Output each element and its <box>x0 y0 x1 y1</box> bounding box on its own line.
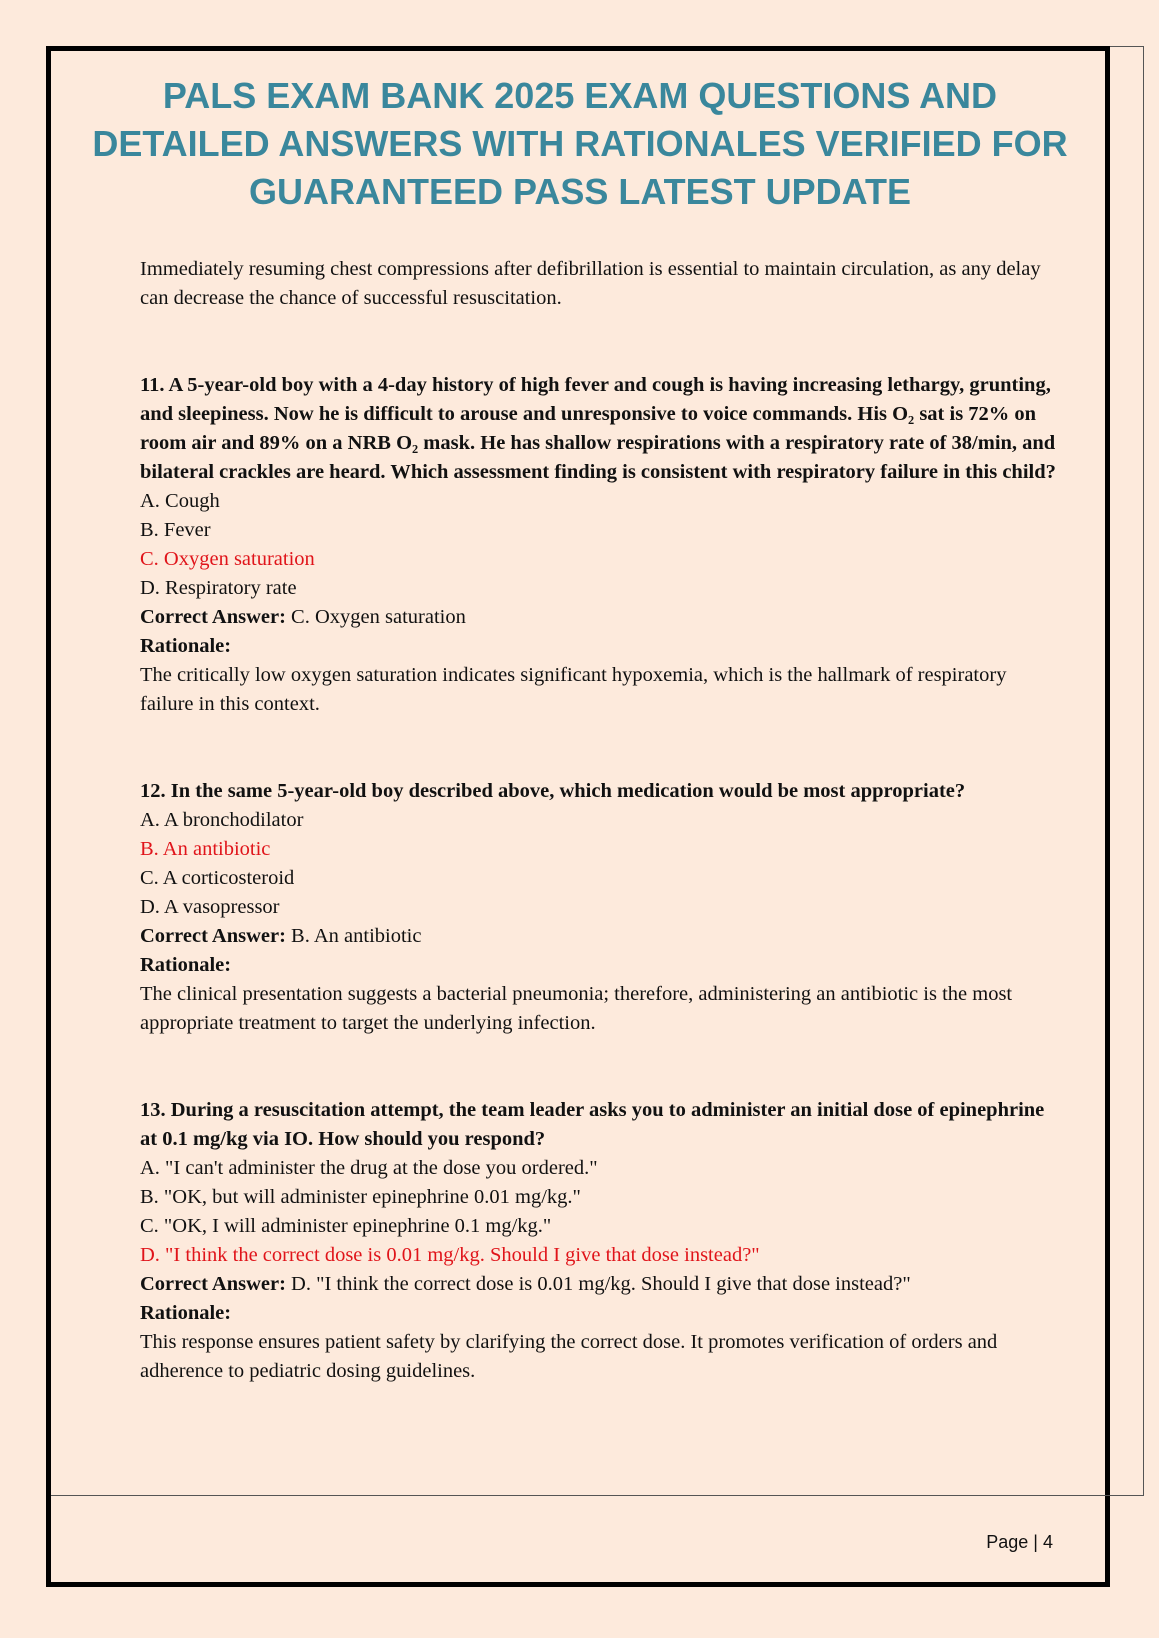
option-c-correct: C. Oxygen saturation <box>140 548 315 570</box>
option-b: B. "OK, but will administer epinephrine 0.01 mg/kg." <box>140 1186 581 1208</box>
correct-answer-value: C. Oxygen saturation <box>291 606 466 628</box>
option-c: C. A corticosteroid <box>140 867 295 889</box>
rationale-label: Rationale: <box>140 635 232 657</box>
option-c: C. "OK, I will administer epinephrine 0.1 mg/kg." <box>140 1215 552 1237</box>
correct-answer-value: B. An antibiotic <box>291 925 422 947</box>
footer-divider <box>51 1495 1144 1496</box>
option-b: B. Fever <box>140 519 211 541</box>
page-number: Page | 4 <box>986 1532 1053 1552</box>
question-11 <box>140 371 1060 719</box>
rationale-label: Rationale: <box>140 954 232 976</box>
rationale-text: This response ensures patient safety by clarifying the correct dose. It promotes verification of orders and adherence to pediatric dosing guidelines. <box>140 1331 998 1382</box>
correct-answer-line <box>140 922 1060 951</box>
rationale-text: The critically low oxygen saturation indicates significant hypoxemia, which is the hallmark of respiratory failure in this context. <box>140 664 1007 715</box>
rationale-label: Rationale: <box>140 1302 232 1324</box>
page-title: PALS EXAM BANK 2025 EXAM QUESTIONS AND DETAILED ANSWERS WITH RATIONALES VERIFIED FOR GUARANTEED PASS LATEST UPDATE <box>92 75 1068 212</box>
intro-paragraph: Immediately resuming chest compressions after defibrillation is essential to maintain circulation, as any delay can decrease the chance of successful resuscitation. <box>140 258 1041 309</box>
correct-answer-label: Correct Answer: <box>140 606 286 628</box>
correct-answer-label: Correct Answer: <box>140 925 286 947</box>
document-body <box>140 255 1060 1444</box>
question-text: 11. A 5-year-old boy with a 4-day history of high fever and cough is having increasing lethargy, grunting, and sleepiness. Now he is difficult to arouse and unresponsive to voice commands. His O₂ sat is 72% on room air and 89% on a NRB O₂ mask. He has shallow respirations with a respiratory rate of 38/min, and bilateral crackles are heard. Which assessment finding is consistent with respiratory failure in this child? <box>140 374 1056 483</box>
option-b-correct: B. An antibiotic <box>140 838 271 860</box>
option-d: D. Respiratory rate <box>140 577 297 599</box>
question-12 <box>140 777 1060 1038</box>
option-d: D. A vasopressor <box>140 896 280 918</box>
option-a: A. A bronchodilator <box>140 809 304 831</box>
question-text: 12. In the same 5-year-old boy described above, which medication would be most appropriate? <box>140 780 966 802</box>
correct-answer-value: D. "I think the correct dose is 0.01 mg/kg. Should I give that dose instead?" <box>291 1273 911 1295</box>
correct-answer-label: Correct Answer: <box>140 1273 286 1295</box>
option-a: A. Cough <box>140 490 220 512</box>
question-13 <box>140 1096 1060 1386</box>
correct-answer-line <box>140 603 1060 632</box>
question-text: 13. During a resuscitation attempt, the team leader asks you to administer an initial dose of epinephrine at 0.1 mg/kg via IO. How should you respond? <box>140 1099 1045 1150</box>
option-a: A. "I can't administer the drug at the dose you ordered." <box>140 1157 598 1179</box>
option-d-correct: D. "I think the correct dose is 0.01 mg/kg. Should I give that dose instead?" <box>140 1244 760 1266</box>
page-frame-shadow <box>1110 46 1144 1496</box>
correct-answer-line <box>140 1270 1060 1299</box>
rationale-text: The clinical presentation suggests a bacterial pneumonia; therefore, administering an antibiotic is the most appropriate treatment to target the underlying infection. <box>140 983 1013 1034</box>
